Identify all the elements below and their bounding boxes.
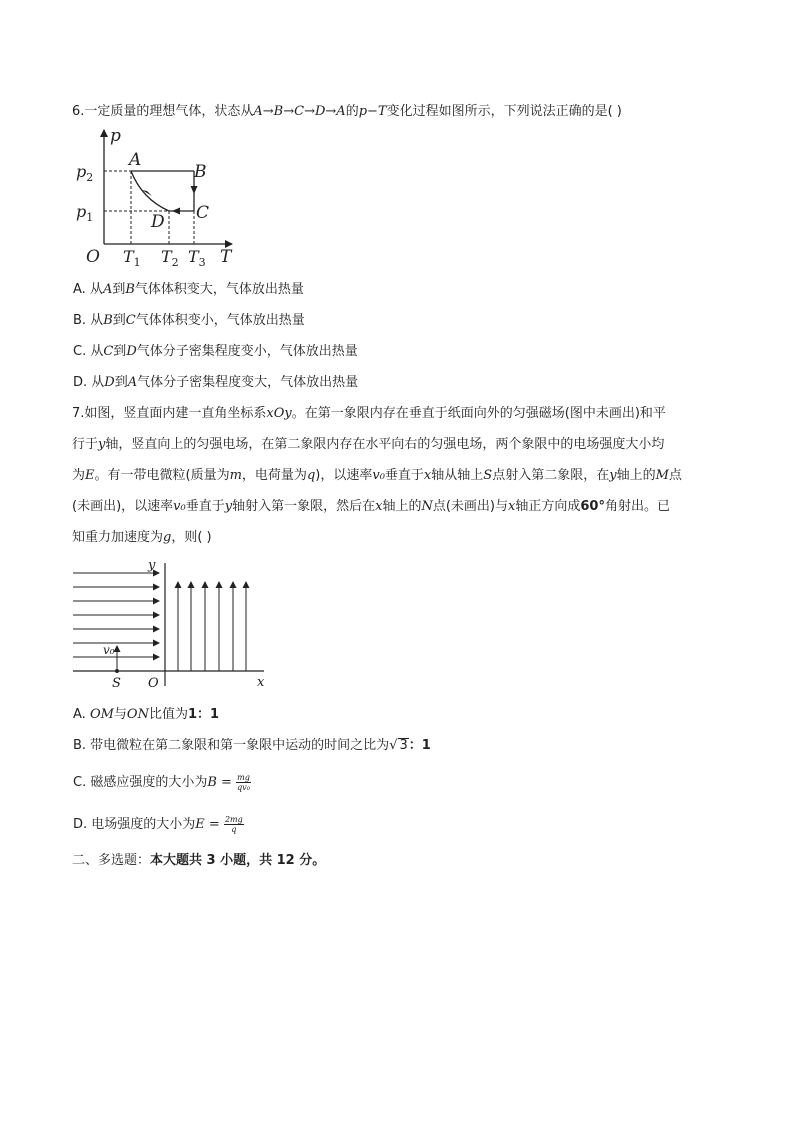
q7-var: y	[224, 499, 233, 514]
p2-label: $p_2$	[76, 162, 94, 184]
option-text: 比值为	[148, 707, 188, 722]
fraction	[236, 773, 251, 792]
option-var: D	[104, 375, 115, 390]
q6-pt-diagram	[72, 124, 242, 269]
option-text: A.	[73, 707, 90, 722]
t3-label: $T_3$	[188, 247, 206, 269]
option-text: 与	[113, 707, 127, 722]
q7-text: 垂直于	[384, 468, 424, 483]
q7-var: g	[163, 530, 172, 545]
t2-label: $T_2$	[161, 247, 179, 269]
q7-text: 点射入第二象限，在	[492, 468, 610, 483]
option-ratio: 1：1	[187, 707, 220, 722]
q7-stem-line3	[72, 467, 682, 485]
q6-stem-text: 6.一定质量的理想气体，状态从	[72, 104, 254, 119]
q7-text: 。在第一象限内存在垂直于纸面向外的匀强磁场(图中未画出)和平	[291, 406, 666, 421]
option-text: 气体体积变大，气体放出热量	[134, 282, 304, 297]
q7-text: 点(未画出)与	[432, 499, 508, 514]
sqrt-radicand: 3	[399, 738, 408, 753]
option-text: 到	[112, 313, 126, 328]
horizontal-field-arrows	[73, 573, 159, 657]
q7-text: 轴，竖直向上的匀强电场，在第二象限内存在水平向右的匀强电场，两个象限中的电场强度大小均	[105, 437, 665, 452]
q7-angle: 60°	[580, 499, 605, 514]
q6-stem	[72, 103, 622, 121]
q7-option-d[interactable]	[73, 814, 244, 836]
q7-var: y	[98, 437, 106, 452]
q7-var: y	[609, 468, 617, 483]
q7-text: 轴上的	[382, 499, 422, 514]
p-axis-label: p	[110, 126, 121, 146]
q7-var: E	[85, 468, 95, 483]
q7-text: 知重力加速度为	[72, 530, 164, 545]
q7-text: 轴正方向成	[515, 499, 581, 514]
q7-text: 7.如图，竖直面内建一直角坐标系	[72, 406, 267, 421]
q6-option-d[interactable]	[73, 374, 358, 392]
q7-option-c[interactable]	[73, 772, 251, 794]
option-text: 气体体积变小，气体放出热量	[135, 313, 305, 328]
q7-option-b[interactable]	[73, 737, 431, 755]
point-c-label: C	[196, 203, 210, 223]
option-var: D	[126, 344, 137, 359]
q7-stem-line4	[72, 498, 670, 516]
t-axis-label: T	[220, 247, 232, 267]
option-text: B. 从	[73, 313, 104, 328]
option-ratio: ：1	[408, 738, 431, 753]
q7-var: N	[421, 499, 433, 514]
y-axis-label: y	[148, 558, 156, 573]
option-formula-lhs: B =	[207, 775, 232, 790]
q6-stem-text: 的	[345, 104, 359, 119]
option-var: B	[103, 313, 113, 328]
p1-label: $p_1$	[76, 202, 94, 224]
section-detail: 本大题共 3 小题，共 12 分。	[150, 853, 326, 868]
x-axis-label: x	[257, 675, 265, 690]
q6-path: A→B→C→D→A	[253, 104, 346, 119]
q7-var: x	[508, 499, 516, 514]
arrow-bc	[191, 186, 198, 194]
q7-var: xOy	[266, 406, 292, 421]
q7-text: ，电荷量为	[241, 468, 307, 483]
q7-text: 轴射入第一象限，然后在	[232, 499, 376, 514]
section-title: 二、多选题：	[72, 853, 151, 868]
t1-label: $T_1$	[123, 247, 141, 269]
fraction-denominator: q	[231, 825, 237, 834]
option-text: C. 从	[73, 344, 104, 359]
q7-var: v₀	[173, 499, 186, 514]
q7-text: 点	[668, 468, 682, 483]
q6-option-a[interactable]	[73, 281, 304, 299]
q6-pt: p−T	[358, 104, 387, 119]
q6-option-b[interactable]	[73, 312, 305, 330]
q7-var: v₀	[372, 468, 385, 483]
path-da	[131, 171, 169, 211]
q7-var: M	[655, 468, 669, 483]
option-var: C	[125, 313, 136, 328]
sqrt-sign: √	[389, 738, 398, 753]
q7-text: (未画出)，以速率	[72, 499, 174, 514]
option-formula-lhs: E =	[195, 817, 220, 832]
q6-option-c[interactable]	[73, 343, 358, 361]
q6-stem-text: 变化过程如图所示，下列说法正确的是( )	[386, 104, 622, 119]
fraction-denominator: qv₀	[237, 783, 250, 792]
option-var: OM	[89, 707, 114, 722]
s-label: S	[112, 676, 121, 691]
q7-stem-line1	[72, 405, 666, 423]
q7-text: 垂直于	[185, 499, 225, 514]
q7-field-diagram	[68, 558, 278, 694]
q7-text: 轴上的	[616, 468, 656, 483]
option-text: 气体分子密集程度变大，气体放出热量	[137, 375, 359, 390]
o-label: O	[148, 676, 159, 691]
fraction	[224, 815, 244, 834]
fraction-numerator: 2mg	[224, 815, 243, 824]
option-var: ON	[126, 707, 149, 722]
option-var: A	[102, 282, 113, 297]
option-text: B. 带电微粒在第二象限和第一象限中运动的时间之比为	[73, 738, 390, 753]
option-var: A	[127, 375, 138, 390]
q7-text: 为	[72, 468, 86, 483]
q7-text: )，以速率	[315, 468, 373, 483]
q7-var: S	[483, 468, 493, 483]
section-heading	[72, 852, 325, 870]
q7-text: ，则( )	[171, 530, 212, 545]
option-text: C. 磁感应强度的大小为	[73, 775, 208, 790]
point-d-label: D	[151, 212, 165, 232]
q7-text: 。有一带电微粒(质量为	[94, 468, 230, 483]
point-s	[115, 669, 119, 673]
option-text: A. 从	[73, 282, 103, 297]
q7-text: 角射出。已	[604, 499, 670, 514]
q7-option-a[interactable]	[73, 706, 219, 724]
option-text: D. 从	[73, 375, 105, 390]
fraction-numerator: mg	[237, 773, 250, 782]
option-text: 到	[114, 375, 128, 390]
point-b-label: B	[194, 162, 207, 182]
option-text: 气体分子密集程度变小，气体放出热量	[136, 344, 358, 359]
origin-label: O	[86, 247, 100, 267]
option-var: B	[125, 282, 135, 297]
q7-stem-line2	[72, 436, 664, 454]
option-text: D. 电场强度的大小为	[73, 817, 196, 832]
q7-var: x	[375, 499, 383, 514]
q7-text: 行于	[72, 437, 99, 452]
option-text: 到	[112, 282, 126, 297]
arrow-cd	[172, 208, 180, 215]
q7-var: x	[423, 468, 432, 483]
q7-stem-line5	[72, 529, 212, 547]
q7-text: 轴从轴上	[431, 468, 484, 483]
option-text: 到	[113, 344, 127, 359]
vertical-field-arrows	[178, 582, 246, 671]
q7-var: m	[229, 468, 242, 483]
option-var: C	[103, 344, 114, 359]
q7-var: q	[306, 468, 316, 483]
v0-label: v₀	[103, 643, 115, 657]
point-a-label: A	[129, 150, 142, 170]
